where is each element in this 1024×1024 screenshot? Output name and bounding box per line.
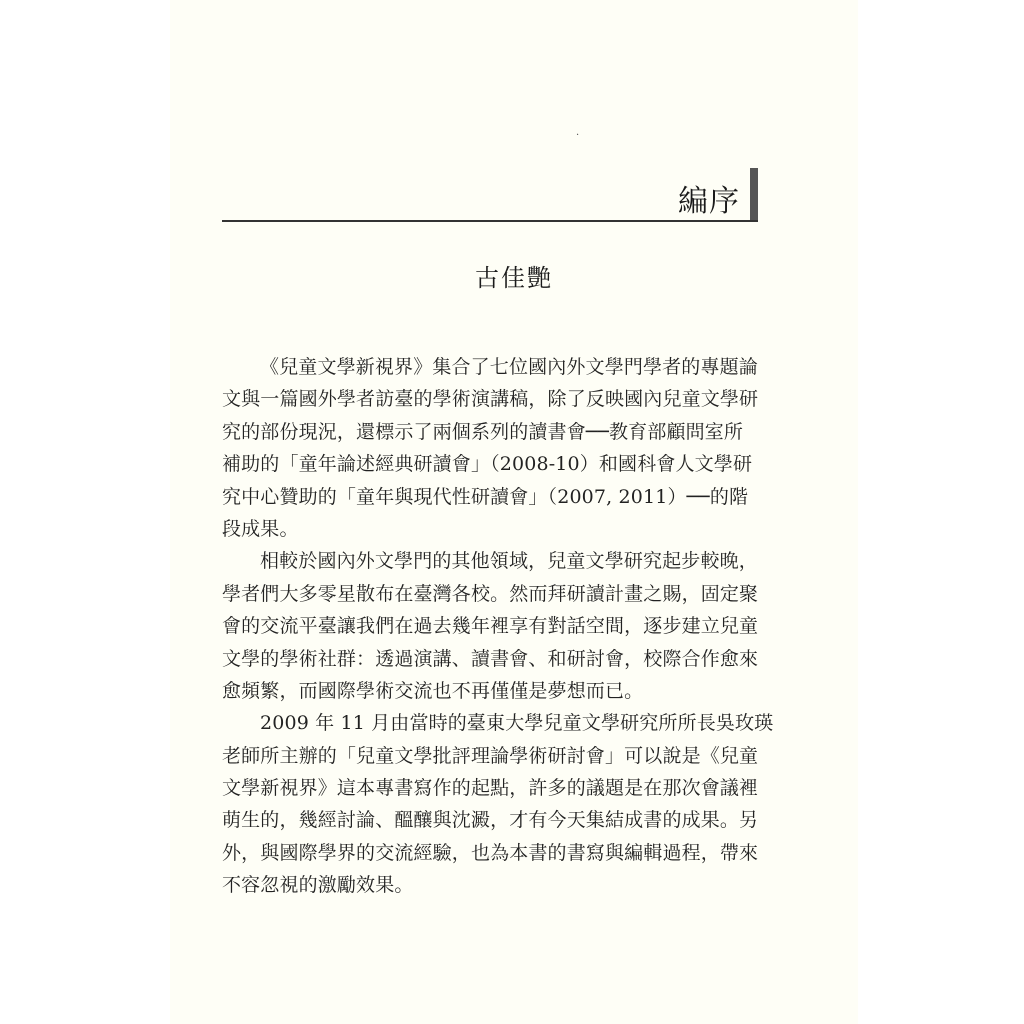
text-line: 不容忽視的激勵效果。 (222, 874, 414, 897)
author-name: 古佳艷 (475, 264, 553, 292)
text-line: 相較於國內外文學門的其他領域，兒童文學研究起步較晚， (260, 550, 758, 573)
text-line: 文學新視界》這本專書寫作的起點，許多的議題是在那次會議裡 (222, 777, 759, 800)
text-line: 外，與國際學界的交流經驗，也為本書的書寫與編輯過程，帶來 (222, 841, 759, 864)
text-line: 2009 年 11 月由當時的臺東大學兒童文學研究所所長吳玫瑛 (260, 712, 774, 735)
text-line: 愈頻繁，而國際學術交流也不再僅僅是夢想而已。 (222, 679, 644, 702)
paragraph-3 (222, 707, 774, 901)
paragraph-1 (222, 351, 759, 545)
text-line: 補助的「童年論述經典研讀會」（2008-10）和國科會人文學研 (222, 453, 753, 476)
text-line: 文與一篇國外學者訪臺的學術演講稿，除了反映國內兒童文學研 (222, 388, 759, 411)
text-line: 段成果。 (222, 517, 299, 540)
text-line: 萌生的，幾經討論、醞釀與沈澱，才有今天集結成書的成果。另 (222, 809, 759, 832)
text-line: 文學的學術社群：透過演講、讀書會、和研討會，校際合作愈來 (222, 647, 759, 670)
text-line: 老師所主辦的「兒童文學批評理論學術研討會」可以說是《兒童 (222, 744, 759, 767)
book-page (170, 0, 858, 1024)
title-underline-rule (222, 220, 758, 222)
text-line: 究的部份現況，還標示了兩個系列的讀書會──教育部顧問室所 (222, 420, 744, 443)
section-title: 編序 (678, 184, 740, 219)
text-line: 究中心贊助的「童年與現代性研讀會」（2007, 2011）──的階 (222, 485, 749, 508)
section-heading (222, 168, 758, 224)
text-line: 學者們大多零星散布在臺灣各校。然而拜研讀計畫之賜，固定聚 (222, 582, 759, 605)
text-line: 會的交流平臺讓我們在過去幾年裡享有對話空間，逐步建立兒童 (222, 615, 759, 638)
paragraph-2 (222, 545, 759, 707)
stray-mark: · (576, 130, 580, 141)
title-accent-bar (750, 168, 758, 220)
body-text (222, 351, 774, 902)
text-line: 《兒童文學新視界》集合了七位國內外文學門學者的專題論 (260, 356, 758, 378)
